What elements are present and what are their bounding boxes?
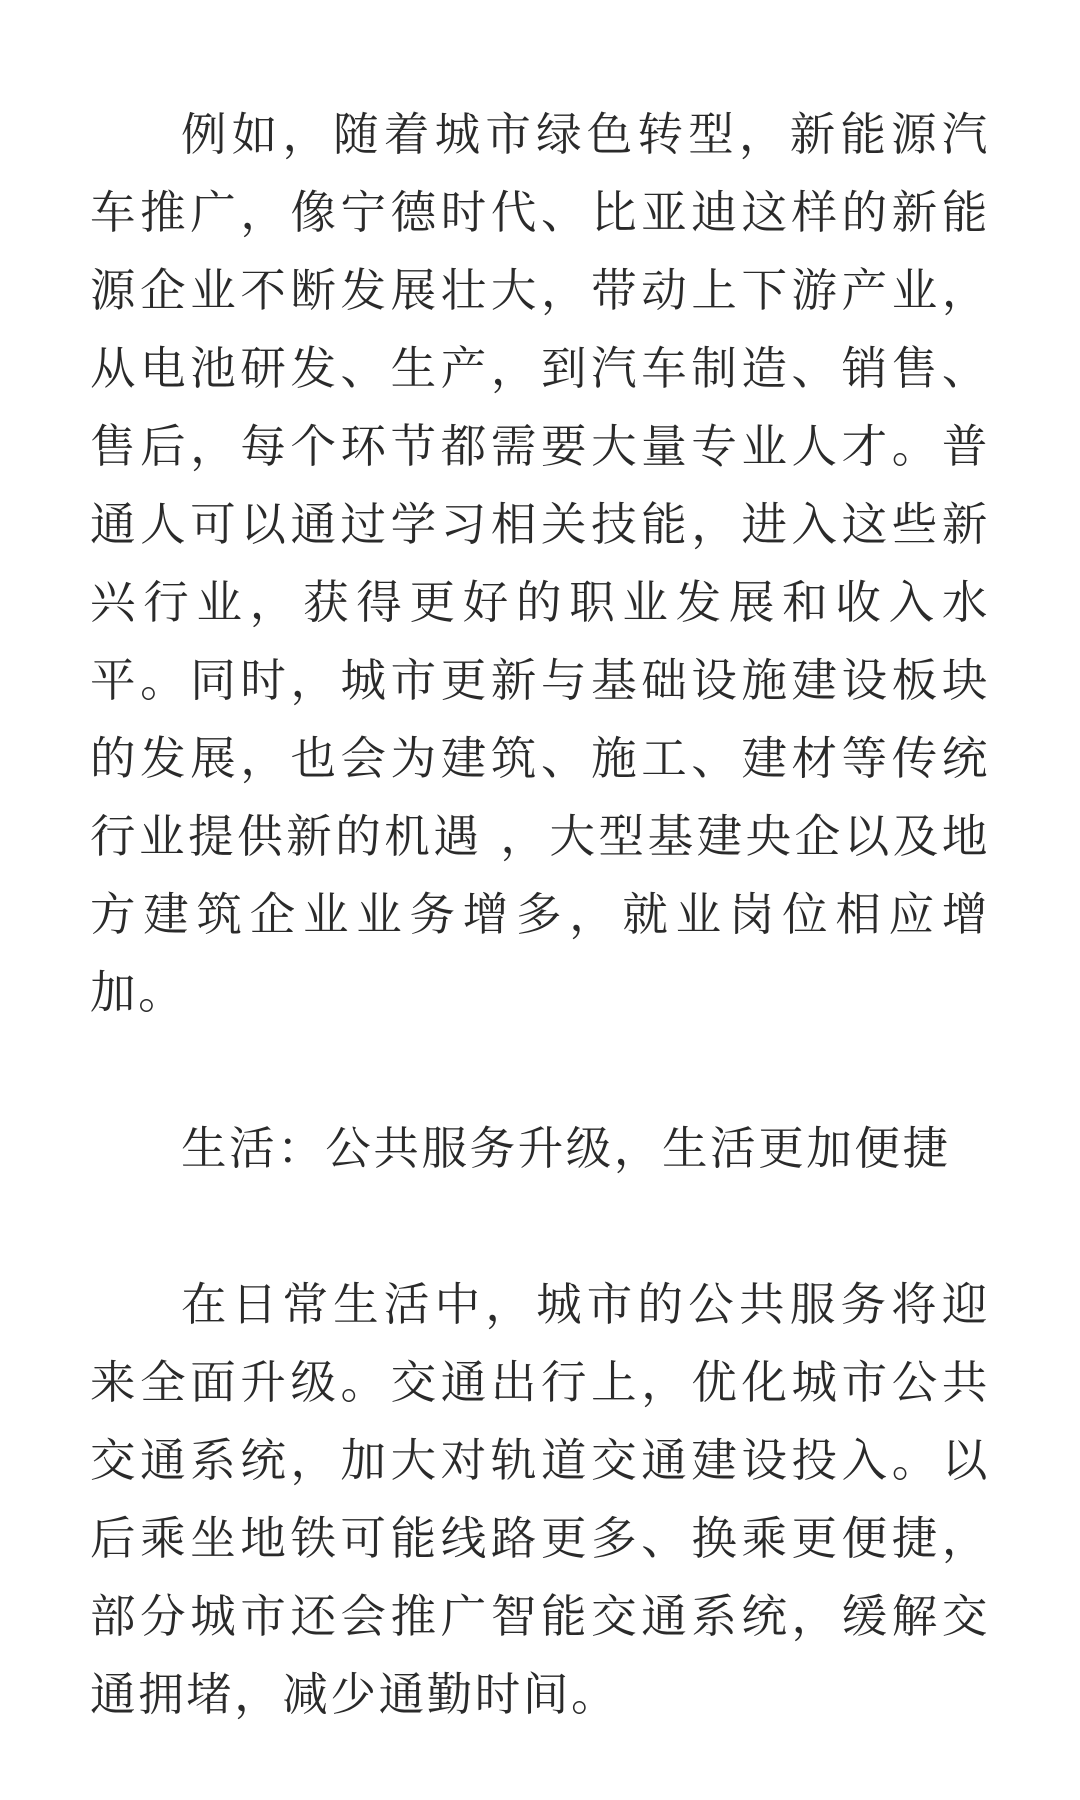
article-paragraph-public-services: 在日常生活中，城市的公共服务将迎来全面升级。交通出行上，优化城市公共交通系统，加大对轨道交通建设投入。以后乘坐地铁可能线路更多、换乘更便捷，部分城市还会推广智能交通系统，缓解交通拥堵，减少通勤时间。 <box>90 1278 990 1721</box>
section-heading-life: 生活：公共服务升级，生活更加便捷 <box>181 1122 951 1175</box>
article-body <box>90 96 990 1734</box>
article-paragraph-employment: 例如，随着城市绿色转型，新能源汽车推广，像宁德时代、比亚迪这样的新能源企业不断发展壮大，带动上下游产业，从电池研发、生产，到汽车制造、销售、售后，每个环节都需要大量专业人才。普通人可以通过学习相关技能，进入这些新兴行业，获得更好的职业发展和收入水平。同时，城市更新与基础设施建设板块的发展，也会为建筑、施工、建材等传统行业提供新的机遇 ，大型基建央企以及地方建筑企业业务增多，就业岗位相应增加。 <box>90 108 990 1019</box>
